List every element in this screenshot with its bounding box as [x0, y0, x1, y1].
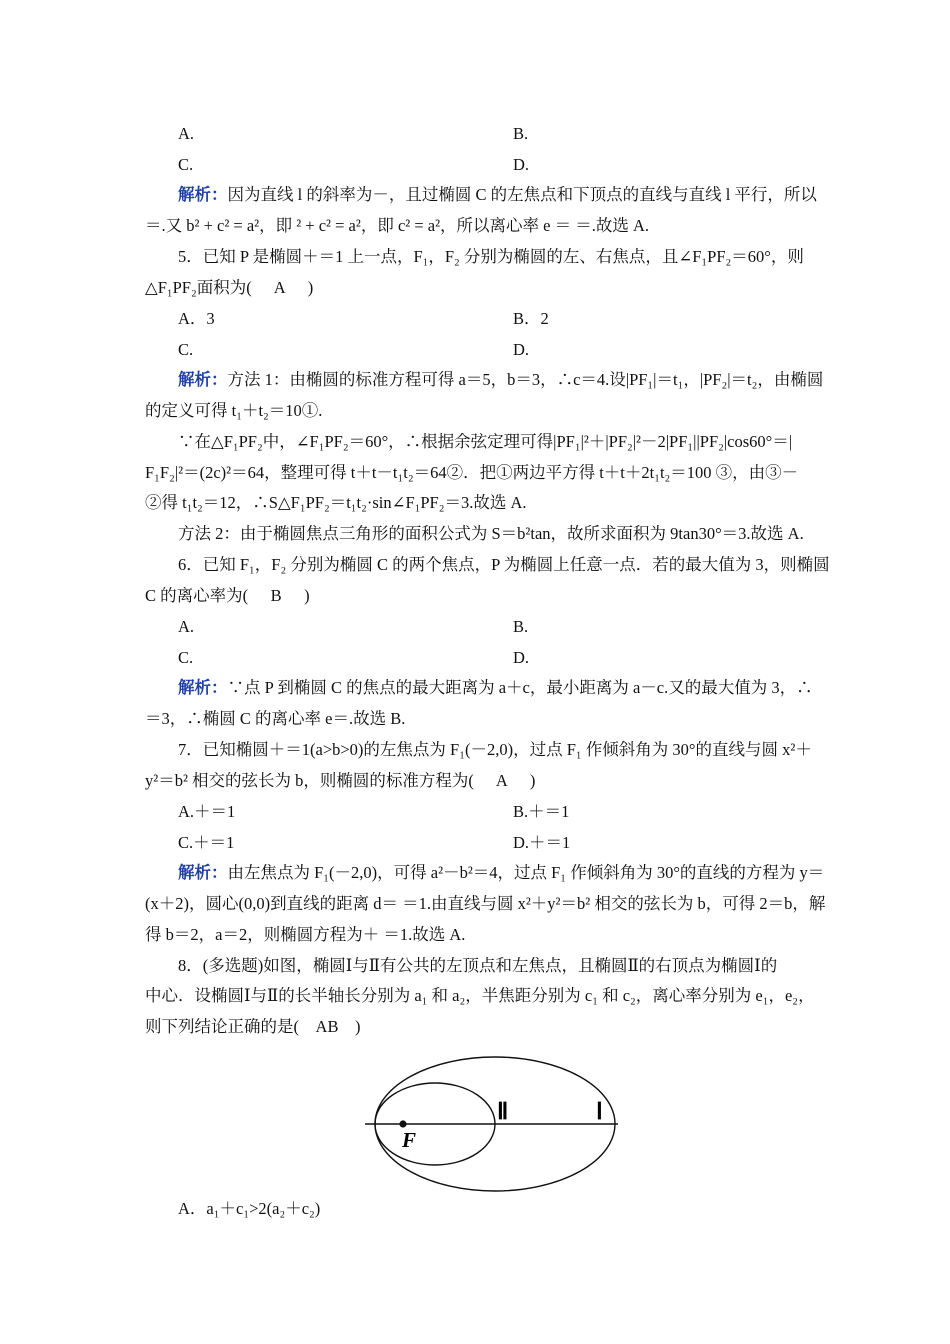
- q7-stem-line-1: 7．已知椭圆＋＝1(a>b>0)的左焦点为 F₁(－2,0)，过点 F₁ 作倾斜角为 30°的直线与圆 x²＋: [178, 740, 812, 759]
- q6-stem-line-1: 6．已知 F₁，F₂ 分别为椭圆 C 的两个焦点，P 为椭圆上任意一点．若的最大值为 3，则椭圆: [178, 555, 830, 574]
- q6-option-d: D.: [513, 648, 530, 667]
- q4-solution-line-2: ＝.又 b² + c² = a²，即 ² + c² = a²，即 c² = a²，所以离心率 e ＝ ＝.故选 A.: [145, 216, 650, 235]
- q5-solution-line-1: 解析：方法 1：由椭圆的标准方程可得 a＝5，b＝3，∴c＝4.设|PF₁|＝t₁，|PF₂|＝t₂，由椭圆: [178, 370, 824, 389]
- q7-option-a: A.＋＝1: [178, 802, 236, 821]
- q5-solution-line-2: 的定义可得 t₁＋t₂＝10①.: [145, 401, 323, 420]
- q6-option-a: A.: [178, 617, 195, 636]
- q5-option-b: B．2: [513, 309, 549, 328]
- q5-answer: A: [273, 278, 286, 297]
- q7-solution-line-2: (x＋2)，圆心(0,0)到直线的距离 d＝ ＝1.由直线与圆 x²＋y²＝b² 相交的弦长为 b，可得 2＝b，解: [145, 894, 826, 913]
- q5-option-c: C.: [178, 340, 194, 359]
- q7-stem-line-2: y²＝b² 相交的弦长为 b，则椭圆的标准方程为( A ): [145, 771, 536, 790]
- q7-option-d: D.＋＝1: [513, 833, 571, 852]
- ellipses-figure: [360, 1053, 625, 1198]
- q5-solution-line-5: ②得 t₁t₂＝12，∴S△F₁PF₂＝t₁t₂·sin∠F₁PF₂＝3.故选 A.: [145, 493, 527, 512]
- q5-stem-line-1: 5．已知 P 是椭圆＋＝1 上一点，F₁，F₂ 分别为椭圆的左、右焦点，且∠F₁PF₂＝60°，则: [178, 247, 804, 266]
- q4-option-a: A.: [178, 124, 195, 143]
- label-focus-F: F: [402, 1128, 417, 1152]
- q5-stem-line-2: △F₁PF₂面积为( A ): [145, 278, 314, 297]
- q4-option-d: D.: [513, 155, 530, 174]
- q7-option-b: B.＋＝1: [513, 802, 570, 821]
- label-ellipse-I: Ⅰ: [596, 1099, 603, 1124]
- q5-solution-line-6: 方法 2：由于椭圆焦点三角形的面积公式为 S＝b²tan，故所求面积为 9tan30°＝3.故选 A.: [178, 524, 804, 543]
- solution-label: 解析：: [178, 370, 228, 389]
- q6-stem-line-2: C 的离心率为( B ): [145, 586, 310, 605]
- focus-point: [399, 1120, 406, 1127]
- q6-option-b: B.: [513, 617, 529, 636]
- q8-stem-line-3: 则下列结论正确的是( AB ): [145, 1017, 361, 1036]
- q6-solution-line-2: ＝3，∴椭圆 C 的离心率 e＝.故选 B.: [145, 709, 406, 728]
- q5-solution-line-4: F₁F₂|²＝(2c)²＝64，整理可得 t＋t－t₁t₂＝64②．把①两边平方得 t＋t＋2t₁t₂＝100 ③，由③－: [145, 463, 799, 482]
- q8-stem-line-2: 中心．设椭圆Ⅰ与Ⅱ的长半轴长分别为 a₁ 和 a₂，半焦距分别为 c₁ 和 c₂，离心率分别为 e₁，e₂，: [145, 986, 815, 1005]
- q6-answer: B: [270, 586, 282, 605]
- q5-solution-line-3: ∵在△F₁PF₂中，∠F₁PF₂＝60°，∴根据余弦定理可得|PF₁|²＋|PF₂|²－2|PF₁||PF₂|cos60°＝|: [178, 432, 793, 451]
- q5-option-d: D.: [513, 340, 530, 359]
- q4-solution-line-1: 解析：因为直线 l 的斜率为－，且过椭圆 C 的左焦点和下顶点的直线与直线 l 平行，所以: [178, 185, 817, 204]
- solution-label: 解析：: [178, 678, 228, 697]
- q6-solution-line-1: 解析：∵点 P 到椭圆 C 的焦点的最大距离为 a＋c，最小距离为 a－c.又的最大值为 3，∴: [178, 678, 813, 697]
- q4-option-b: B.: [513, 124, 529, 143]
- solution-label: 解析：: [178, 863, 228, 882]
- q5-option-a: A．3: [178, 309, 215, 328]
- q7-solution-line-1: 解析：由左焦点为 F₁(－2,0)，可得 a²－b²＝4，过点 F₁ 作倾斜角为 30°的直线的方程为 y＝: [178, 863, 825, 882]
- q7-option-c: C.＋＝1: [178, 833, 235, 852]
- q8-option-a: A．a₁＋c₁>2(a₂＋c₂): [178, 1199, 321, 1218]
- label-ellipse-II: Ⅱ: [497, 1099, 509, 1124]
- q8-stem-line-1: 8．(多选题)如图，椭圆Ⅰ与Ⅱ有公共的左顶点和左焦点，且椭圆Ⅱ的右顶点为椭圆Ⅰ的: [178, 956, 778, 975]
- q7-answer: A: [495, 771, 508, 790]
- q7-solution-line-3: 得 b＝2，a＝2，则椭圆方程为＋ ＝1.故选 A.: [145, 925, 466, 944]
- solution-label: 解析：: [178, 185, 228, 204]
- q4-option-c: C.: [178, 155, 194, 174]
- q6-option-c: C.: [178, 648, 194, 667]
- q8-answer: AB: [315, 1017, 339, 1036]
